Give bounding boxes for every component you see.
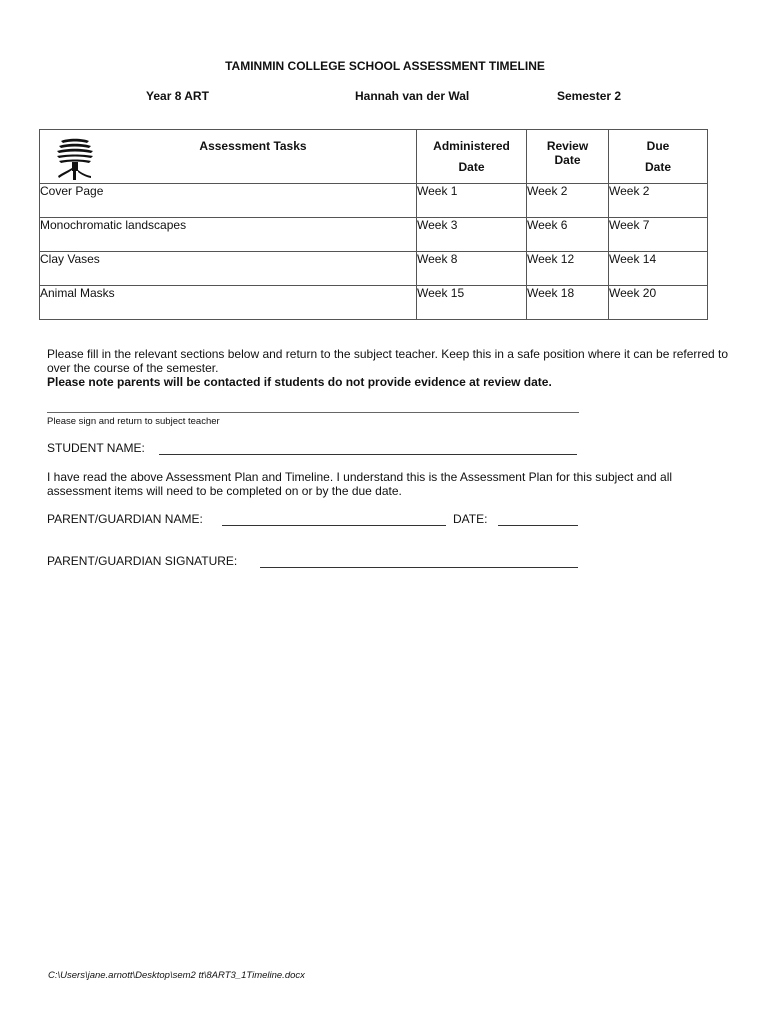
- review-week: Week 2: [527, 184, 568, 198]
- header-review-date-label: Date: [554, 153, 581, 167]
- review-week: Week 18: [527, 286, 575, 300]
- subject-label: Year 8 ART: [146, 89, 209, 103]
- due-cell: [609, 218, 708, 252]
- header-review-label: Review: [546, 139, 589, 153]
- header-due-label: Due: [646, 139, 670, 153]
- sign-return-note: Please sign and return to subject teacher: [47, 416, 220, 427]
- table-row: [40, 286, 708, 320]
- review-cell: [527, 252, 609, 286]
- task-name: Monochromatic landscapes: [40, 218, 187, 232]
- signature-divider: [47, 412, 579, 413]
- administered-cell: [417, 252, 527, 286]
- task-cell: [40, 218, 417, 252]
- parent-name-field[interactable]: [222, 525, 446, 526]
- review-cell: [527, 286, 609, 320]
- due-week: Week 7: [609, 218, 650, 232]
- administered-week: Week 15: [417, 286, 465, 300]
- review-cell: [527, 218, 609, 252]
- header-administered-date-label: Date: [458, 160, 485, 174]
- semester-label: Semester 2: [557, 89, 622, 103]
- review-week: Week 6: [527, 218, 568, 232]
- parent-signature-label: PARENT/GUARDIAN SIGNATURE:: [47, 554, 238, 568]
- due-week: Week 2: [609, 184, 650, 198]
- acknowledgement-text: I have read the above Assessment Plan and Timeline. I understand this is the Assessment Plan for this subject and all assessment items will need to be completed on or by the due date.: [47, 470, 673, 498]
- administered-week: Week 3: [417, 218, 458, 232]
- date-field[interactable]: [498, 525, 578, 526]
- due-week: Week 14: [609, 252, 657, 266]
- task-name: Clay Vases: [40, 252, 100, 266]
- student-name-field[interactable]: [159, 454, 577, 455]
- due-cell: [609, 252, 708, 286]
- due-cell: [609, 286, 708, 320]
- parent-signature-field[interactable]: [260, 567, 578, 568]
- student-name-label: STUDENT NAME:: [47, 441, 145, 455]
- administered-week: Week 8: [417, 252, 458, 266]
- footer-file-path: C:\Users\jane.arnott\Desktop\sem2 tt\8ART3_1Timeline.docx: [48, 970, 305, 981]
- header-administered-label: Administered: [433, 139, 510, 153]
- header-administered-date: [417, 130, 527, 184]
- header-due-date: [609, 130, 708, 184]
- review-cell: [527, 184, 609, 218]
- task-cell: [40, 286, 417, 320]
- due-cell: [609, 184, 708, 218]
- administered-cell: [417, 184, 527, 218]
- table-row: [40, 184, 708, 218]
- table-row: [40, 252, 708, 286]
- assessment-timeline-table: [39, 129, 708, 320]
- administered-week: Week 1: [417, 184, 458, 198]
- header-due-date-label: Date: [644, 160, 671, 174]
- date-label: DATE:: [453, 512, 488, 526]
- instructions-paragraph: Please fill in the relevant sections below and return to the subject teacher. Keep this in a safe position where it can be referred to over the course of the semester.: [47, 347, 729, 375]
- table-row: [40, 218, 708, 252]
- task-cell: [40, 252, 417, 286]
- table-header-row: [40, 130, 708, 184]
- administered-cell: [417, 218, 527, 252]
- header-review-date: [527, 130, 609, 184]
- teacher-name: Hannah van der Wal: [355, 89, 470, 103]
- task-name: Animal Masks: [40, 286, 115, 300]
- header-assessment-tasks: [40, 130, 417, 184]
- parent-contact-notice: Please note parents will be contacted if students do not provide evidence at review date.: [47, 375, 552, 389]
- review-week: Week 12: [527, 252, 575, 266]
- administered-cell: [417, 286, 527, 320]
- document-title: TAMINMIN COLLEGE SCHOOL ASSESSMENT TIMELINE: [225, 59, 545, 73]
- task-cell: [40, 184, 417, 218]
- due-week: Week 20: [609, 286, 657, 300]
- task-name: Cover Page: [40, 184, 104, 198]
- parent-name-label: PARENT/GUARDIAN NAME:: [47, 512, 203, 526]
- header-tasks-label: Assessment Tasks: [199, 139, 307, 153]
